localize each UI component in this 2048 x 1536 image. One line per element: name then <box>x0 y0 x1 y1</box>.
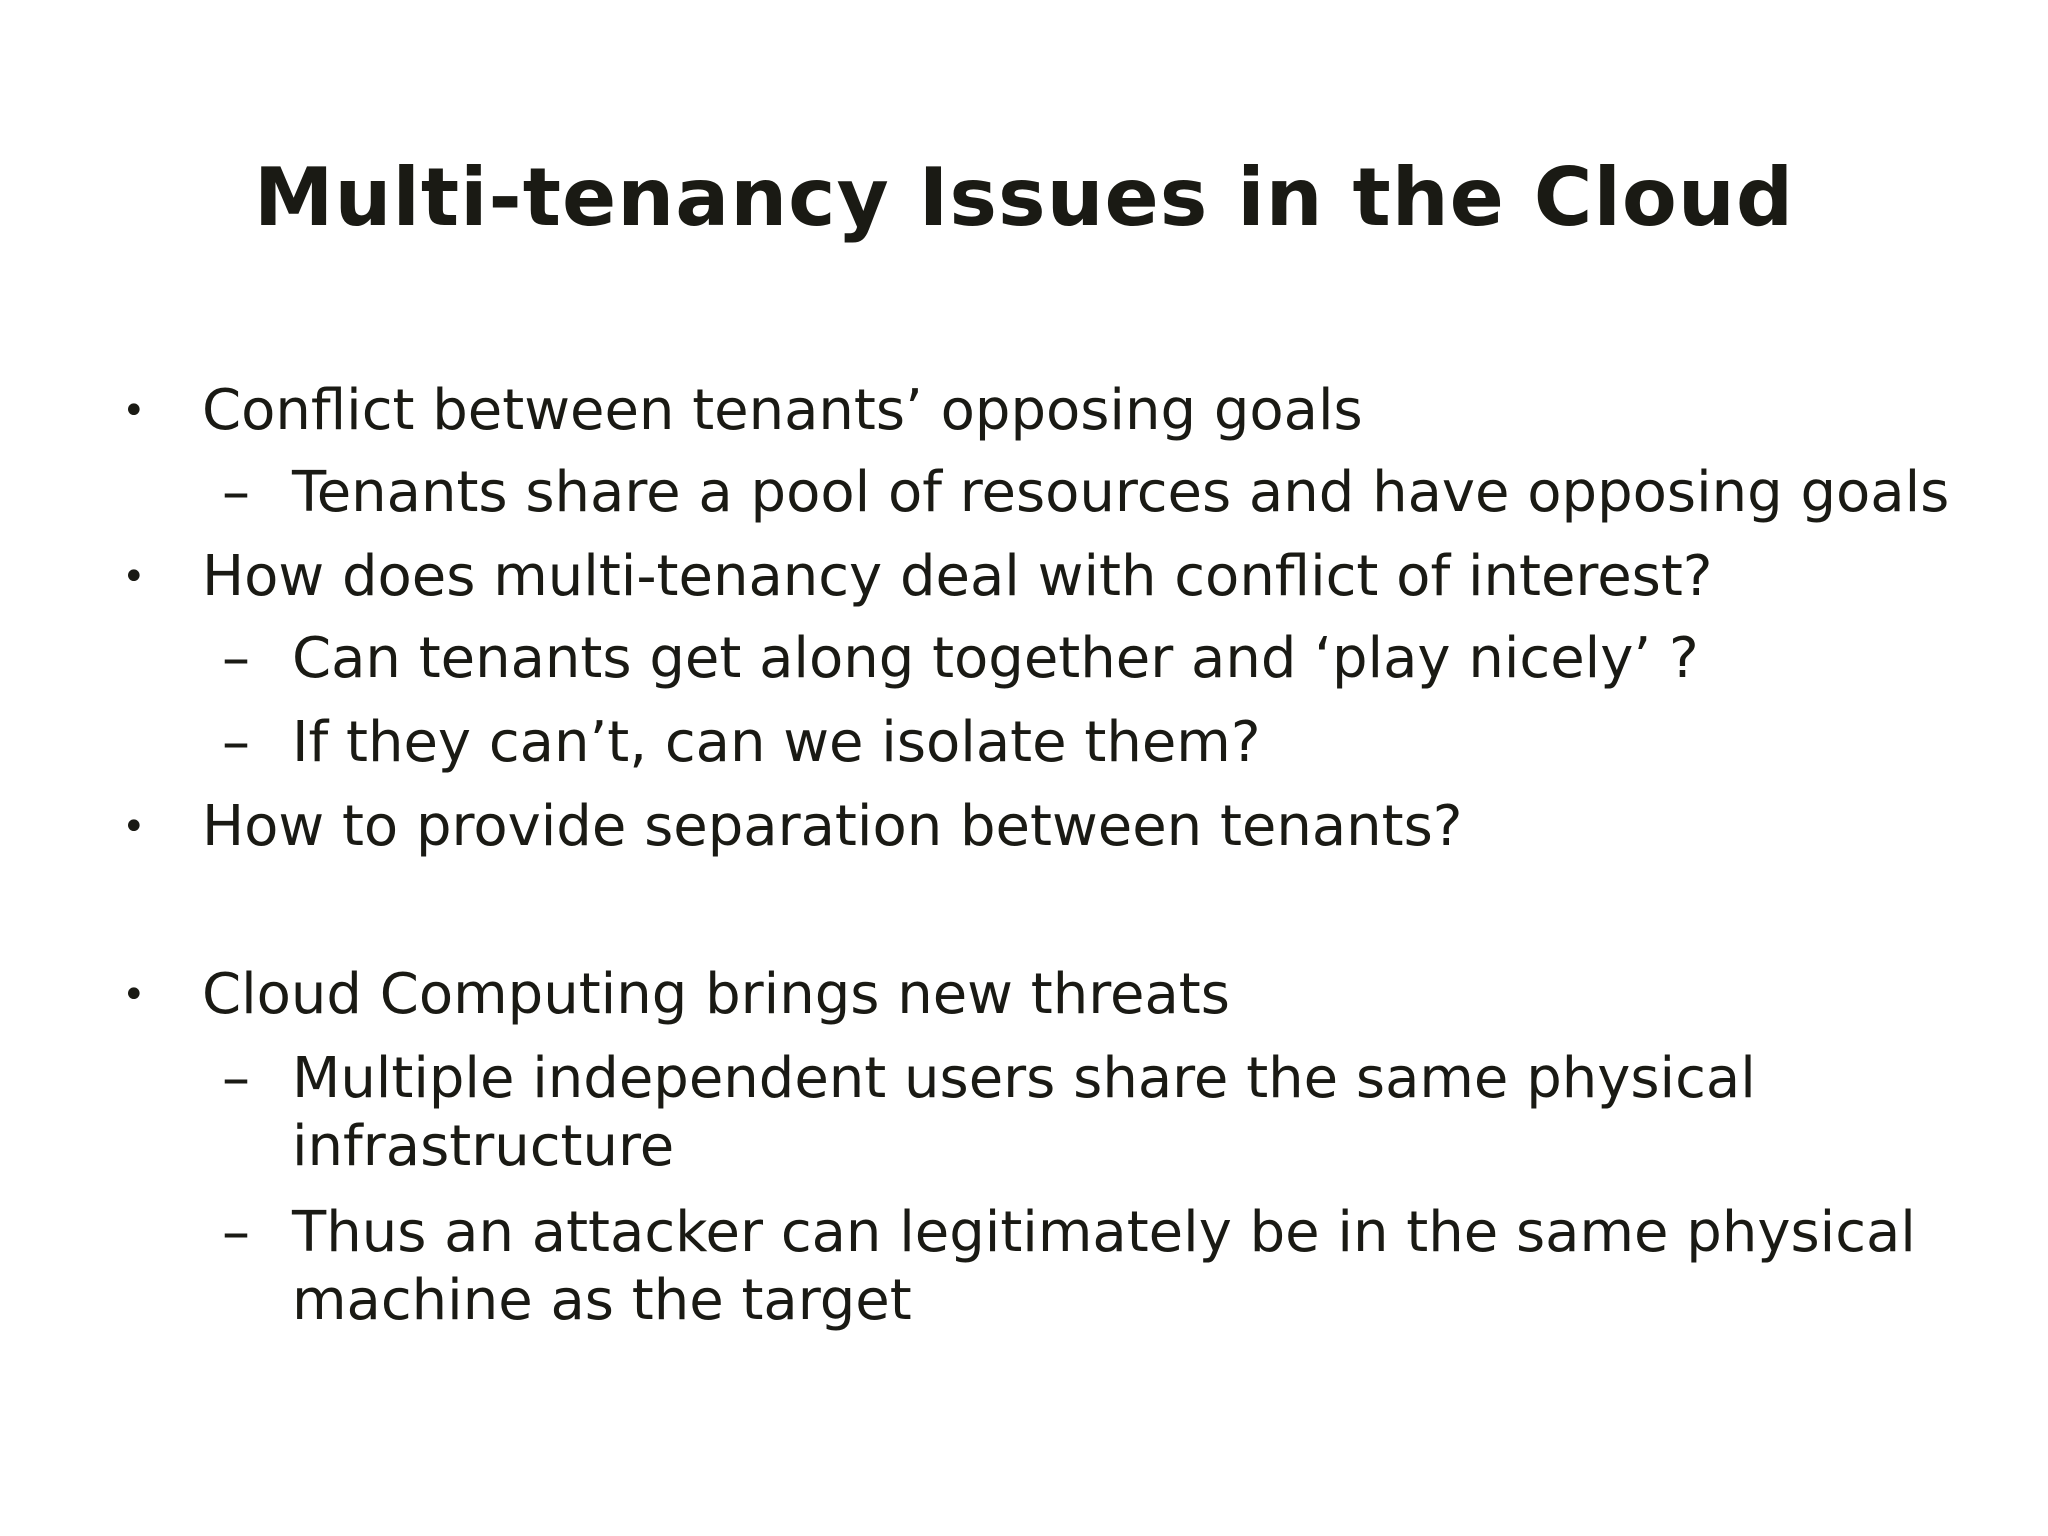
list-item-text: Can tenants get along together and ‘play nicely’ ? <box>292 626 1699 691</box>
list-item-text: Tenants share a pool of resources and have opposing goals <box>292 460 1950 525</box>
dash-icon: – <box>222 710 250 775</box>
list-item-text: machine as the target <box>292 1268 912 1333</box>
dash-icon: – <box>222 460 250 525</box>
list-item-text: Cloud Computing brings new threats <box>202 962 1230 1027</box>
list-item-text: How does multi-tenancy deal with conflict of interest? <box>202 544 1713 609</box>
bullet-icon: • <box>122 972 146 1018</box>
dash-icon: – <box>222 1200 250 1265</box>
dash-icon: – <box>222 626 250 691</box>
bullet-icon: • <box>122 804 146 850</box>
slide-title: Multi-tenancy Issues in the Cloud <box>253 151 1795 244</box>
list-item-text: infrastructure <box>292 1114 675 1179</box>
list-item-text: Multiple independent users share the same physical <box>292 1046 1756 1111</box>
bullet-icon: • <box>122 388 146 434</box>
list-item-text: If they can’t, can we isolate them? <box>292 710 1261 775</box>
list-item-text: Thus an attacker can legitimately be in the same physical <box>292 1200 1916 1265</box>
list-item-text: How to provide separation between tenants? <box>202 794 1463 859</box>
bullet-icon: • <box>122 554 146 600</box>
list-item-text: Conflict between tenants’ opposing goals <box>202 378 1363 443</box>
dash-icon: – <box>222 1046 250 1111</box>
